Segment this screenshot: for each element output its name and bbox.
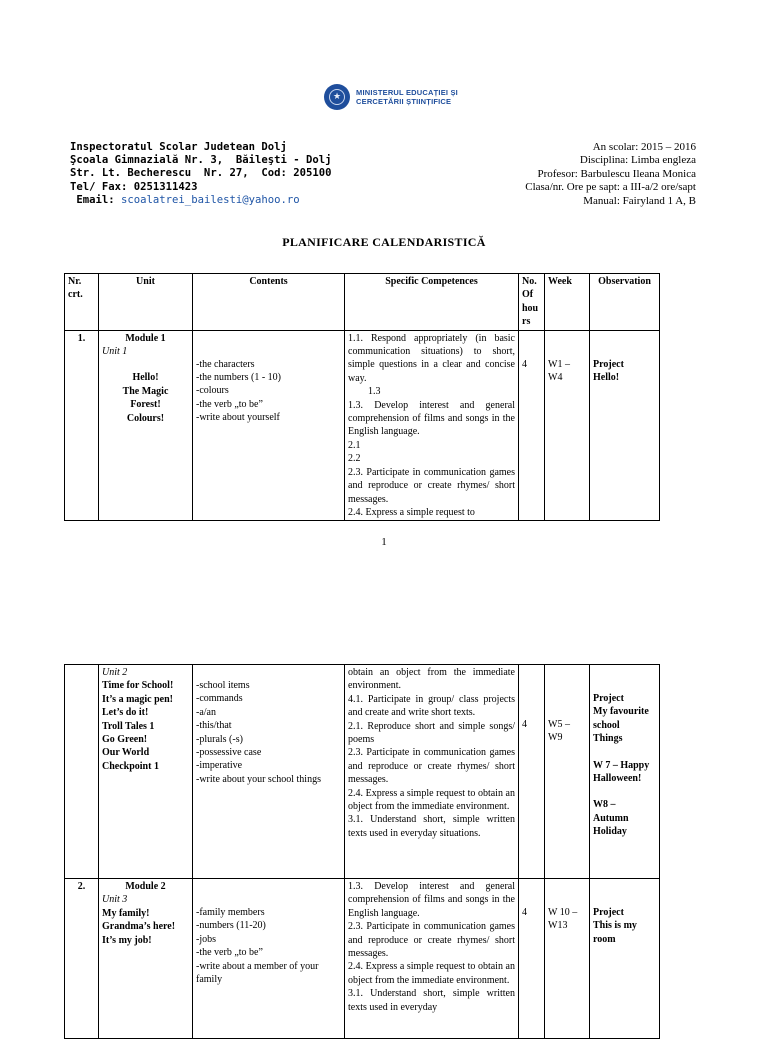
competence-item: 1.3. Develop interest and general comprehension of films and songs in the English language.	[348, 399, 515, 438]
school-info	[70, 141, 332, 207]
unit-cell	[99, 879, 193, 1039]
header-competences: Specific Competences	[345, 274, 519, 331]
unit-title: Time for School!	[102, 680, 174, 692]
competence-item: 2.1	[348, 439, 361, 451]
header-hours-line3: hou	[522, 302, 539, 314]
ministry-logo	[324, 84, 458, 110]
observation-line: Halloween!	[593, 773, 642, 785]
teacher: Profesor: Barbulescu Ileana Monica	[537, 167, 696, 180]
hours-cell	[519, 330, 545, 521]
hours-value: 4	[522, 719, 527, 730]
table-row	[65, 665, 660, 879]
school-year: An scolar: 2015 – 2016	[592, 141, 696, 153]
content-item: -a/an	[196, 706, 216, 718]
school-address: Str. Lt. Becherescu Nr. 27, Cod: 205100	[70, 167, 332, 180]
course-info	[525, 141, 696, 208]
competence-item: 1.1. Respond appropriately (in basic communication situations) to short, simple questions in a clear and concise way.	[348, 332, 515, 384]
content-item: -jobs	[196, 933, 216, 945]
observation-cell	[590, 665, 660, 879]
competence-item: 2.3. Participate in communication games and reproduce or create rhymes/ short messages.	[348, 921, 515, 960]
content-item: -write about yourself	[196, 412, 280, 424]
hours-cell	[519, 665, 545, 879]
school-name: Şcoala Gimnazială Nr. 3, Băileşti - Dolj	[70, 154, 332, 167]
unit-title: Let’s do it!	[102, 707, 149, 719]
hours-cell	[519, 879, 545, 1039]
competence-item: 1.3. Develop interest and general comprehension of films and songs in the English language.	[348, 881, 515, 919]
row-number	[65, 665, 99, 879]
content-item: -write about a member of your family	[196, 960, 321, 986]
content-item: -family members	[196, 907, 265, 918]
observation-line: W8 –	[593, 799, 616, 811]
header-hours-line1: No.	[522, 276, 537, 287]
unit-label: Unit 2	[102, 667, 128, 678]
header-hours	[519, 274, 545, 331]
header-hours-line2: Of	[522, 289, 534, 301]
week-cell	[545, 879, 590, 1039]
content-item: -school items	[196, 680, 250, 691]
observation-line: Things	[593, 733, 623, 745]
header-unit: Unit	[99, 274, 193, 331]
competences-cell	[345, 879, 519, 1039]
unit-title: Go Green!	[102, 734, 148, 746]
unit-title: The Magic	[122, 385, 169, 397]
unit-title: Our World	[102, 747, 150, 759]
table-row	[65, 330, 660, 521]
school-phone: Tel/ Fax: 0251311423	[70, 180, 198, 193]
textbook: Manual: Fairyland 1 A, B	[583, 194, 696, 207]
content-item: -imperative	[196, 760, 243, 772]
content-item: -the numbers (1 - 10)	[196, 372, 281, 384]
competences-cell	[345, 330, 519, 521]
content-item: -the characters	[196, 358, 255, 370]
module-title: Module 1	[125, 332, 166, 344]
content-item: -write about your school things	[196, 773, 321, 785]
observation-line: Hello!	[593, 372, 620, 384]
hours-value: 4	[522, 358, 527, 370]
hours-value: 4	[522, 907, 527, 918]
week-value: W1 – W4	[548, 358, 570, 384]
content-item: -colours	[196, 385, 229, 397]
content-item: -the verb „to be”	[196, 947, 263, 959]
content-item: -the verb „to be”	[196, 398, 263, 410]
week-cell	[545, 665, 590, 879]
row-number: 2.	[65, 879, 99, 1039]
content-item: -possessive case	[196, 747, 262, 759]
ministry-seal-icon: ★	[324, 84, 350, 110]
observation-line: Autumn	[593, 812, 629, 824]
competence-item: 1.3	[368, 386, 381, 398]
unit-title: It’s a magic pen!	[102, 693, 174, 705]
observation-line: My favourite	[593, 706, 649, 718]
contents-cell	[193, 330, 345, 521]
class-hours: Clasa/nr. Ore pe sapt: a III-a/2 ore/sapt	[525, 181, 696, 194]
competence-item: 2.4. Express a simple request to	[348, 506, 475, 518]
competence-item: 4.1. Participate in group/ class projects and create and write short texts.	[348, 693, 515, 719]
email-label: Email:	[70, 193, 122, 206]
header-nr-line2: crt.	[68, 289, 83, 301]
module-title: Module 2	[125, 881, 166, 892]
school-inspectorate: Inspectoratul Scolar Judetean Dolj	[70, 141, 287, 153]
unit-title: Grandma’s here!	[102, 921, 176, 933]
observation-line: This is my	[593, 920, 637, 932]
unit-cell	[99, 665, 193, 879]
observation-cell	[590, 879, 660, 1039]
header-nr	[65, 274, 99, 331]
week-cell	[545, 330, 590, 521]
observation-line: W 7 – Happy	[593, 759, 650, 771]
unit-title: It’s my job!	[102, 934, 152, 946]
page-number: 1	[381, 536, 387, 548]
unit-title: Forest!	[130, 399, 161, 411]
page-break	[0, 620, 768, 640]
header-week: Week	[545, 274, 590, 331]
unit-title: Checkpoint 1	[102, 760, 159, 772]
school-email-line	[70, 194, 332, 207]
observation-cell	[590, 330, 660, 521]
table-row	[65, 879, 660, 1039]
ministry-name-line2: CERCETĂRII ȘTIINȚIFICE	[356, 97, 452, 106]
observation-line: Project	[593, 907, 624, 918]
observation-line: Project	[593, 693, 624, 704]
planning-table	[64, 273, 660, 521]
competence-item: 3.1. Understand short, simple written texts used in everyday situations.	[348, 814, 515, 839]
content-item: -commands	[196, 693, 243, 705]
unit-title: Hello!	[132, 372, 159, 384]
header-hours-line4: rs	[522, 316, 531, 328]
competence-item: 2.4. Express a simple request to obtain an object from the immediate environment.	[348, 787, 515, 813]
unit-title: Troll Tales 1	[102, 720, 155, 732]
unit-title: My family!	[102, 907, 150, 919]
header-nr-line1: Nr.	[68, 276, 82, 287]
observation-line: Project	[593, 358, 624, 370]
content-item: -plurals (-s)	[196, 733, 243, 745]
header-contents: Contents	[193, 274, 345, 331]
competence-item: obtain an object from the immediate environment.	[348, 667, 515, 692]
observation-line: school	[593, 719, 620, 731]
observation-line: Holiday	[593, 826, 627, 838]
ministry-name	[356, 88, 458, 106]
contents-cell	[193, 665, 345, 879]
competence-item: 2.3. Participate in communication games and reproduce or create rhymes/ short messages.	[348, 466, 515, 505]
table-header-row	[65, 274, 660, 331]
row-number: 1.	[65, 330, 99, 521]
planning-table-continued	[64, 664, 660, 1039]
content-item: -this/that	[196, 720, 232, 732]
unit-title: Colours!	[126, 412, 165, 424]
contents-cell	[193, 879, 345, 1039]
discipline: Disciplina: Limba engleza	[579, 154, 696, 167]
week-value: W5 – W9	[548, 719, 570, 744]
competence-item: 2.2	[348, 453, 361, 465]
competence-item: 2.1. Reproduce short and simple songs/ poems	[348, 720, 515, 746]
header-observation: Observation	[590, 274, 660, 331]
unit-label: Unit 1	[102, 346, 128, 358]
week-value: W 10 – W13	[548, 907, 578, 932]
observation-line: room	[593, 933, 616, 945]
competence-item: 2.4. Express a simple request to obtain an object from the immediate environment.	[348, 961, 515, 986]
unit-cell	[99, 330, 193, 521]
competences-cell	[345, 665, 519, 879]
document-page-2	[0, 640, 768, 1024]
email-link[interactable]: scoalatrei_bailesti@yahoo.ro	[121, 193, 300, 206]
document-title: PLANIFICARE CALENDARISTICĂ	[282, 235, 486, 249]
competence-item: 3.1. Understand short, simple written texts used in everyday	[348, 988, 515, 1013]
competence-item: 2.3. Participate in communication games and reproduce or create rhymes/ short messages.	[348, 747, 515, 786]
content-item: -numbers (11-20)	[196, 920, 266, 932]
ministry-name-line1: MINISTERUL EDUCAȚIEI ȘI	[356, 88, 458, 97]
unit-label: Unit 3	[102, 894, 128, 906]
